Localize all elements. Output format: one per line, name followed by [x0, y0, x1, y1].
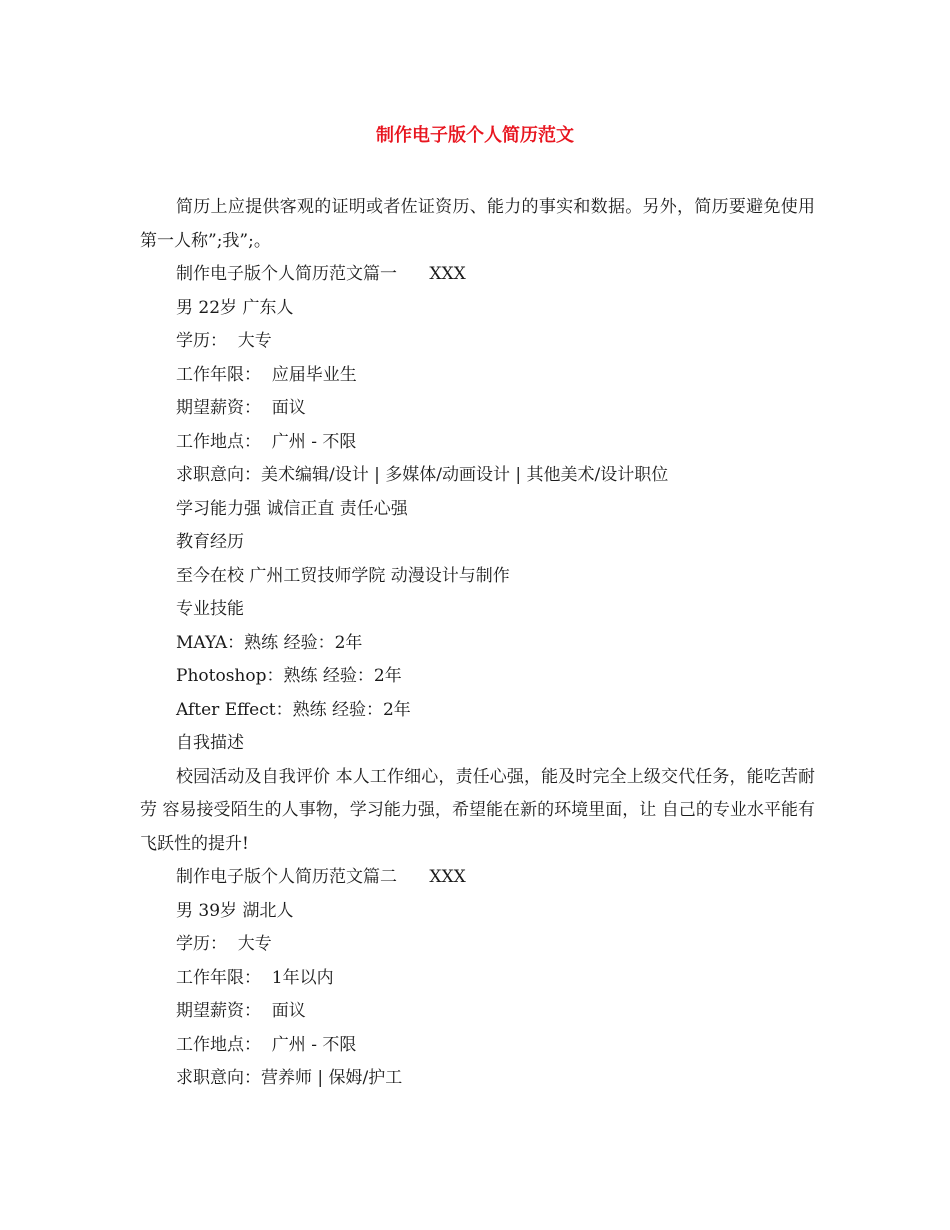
resume-2-heading: 制作电子版个人简历范文篇二 XXX — [176, 867, 466, 887]
resume-2-job-intention: 求职意向：营养师 | 保姆/护工 — [176, 1068, 403, 1088]
resume-1-self-description-heading: 自我描述 — [176, 733, 244, 753]
resume-2-education-level: 学历： 大专 — [176, 934, 272, 954]
resume-2-basic-info: 男 39岁 湖北人 — [176, 900, 294, 921]
resume-1-expected-salary: 期望薪资： 面议 — [176, 398, 306, 418]
resume-1-self-description: 校园活动及自我评价 本人工作细心，责任心强，能及时完全上级交代任务，能吃苦耐劳 容易接受陌生的人事物，学习能力强，希望能在新的环境里面，让 自己的专业水平能有飞跃性的提升! — [140, 766, 815, 854]
resume-2-work-location: 工作地点： 广州 - 不限 — [176, 1034, 357, 1055]
resume-1-work-years: 工作年限： 应届毕业生 — [176, 364, 357, 385]
document-body — [140, 191, 815, 1096]
document-title: 制作电子版个人简历范文 — [376, 125, 574, 146]
resume-1-basic-info: 男 22岁 广东人 — [176, 297, 294, 318]
resume-1-skill-photoshop: Photoshop：熟练 经验：2年 — [176, 666, 402, 686]
resume-1-education-detail: 至今在校 广州工贸技师学院 动漫设计与制作 — [176, 565, 510, 586]
resume-1-skill-after-effect: After Effect：熟练 经验：2年 — [176, 699, 411, 720]
resume-2-expected-salary: 期望薪资： 面议 — [176, 1001, 306, 1021]
resume-2-work-years: 工作年限： 1年以内 — [176, 967, 334, 988]
resume-1-education-level: 学历： 大专 — [176, 331, 272, 351]
resume-1-traits: 学习能力强 诚信正直 责任心强 — [176, 498, 408, 519]
resume-1-education-heading: 教育经历 — [176, 532, 244, 552]
paragraph-intro: 简历上应提供客观的证明或者佐证资历、能力的事实和数据。另外，简历要避免使用第一人称”;我”;。 — [140, 197, 815, 251]
resume-1-work-location: 工作地点： 广州 - 不限 — [176, 431, 357, 452]
resume-1-heading: 制作电子版个人简历范文篇一 XXX — [176, 264, 466, 284]
resume-1-job-intention: 求职意向：美术编辑/设计 | 多媒体/动画设计 | 其他美术/设计职位 — [176, 465, 669, 485]
resume-1-skills-heading: 专业技能 — [176, 599, 244, 619]
resume-1-skill-maya: MAYA：熟练 经验：2年 — [176, 632, 363, 653]
